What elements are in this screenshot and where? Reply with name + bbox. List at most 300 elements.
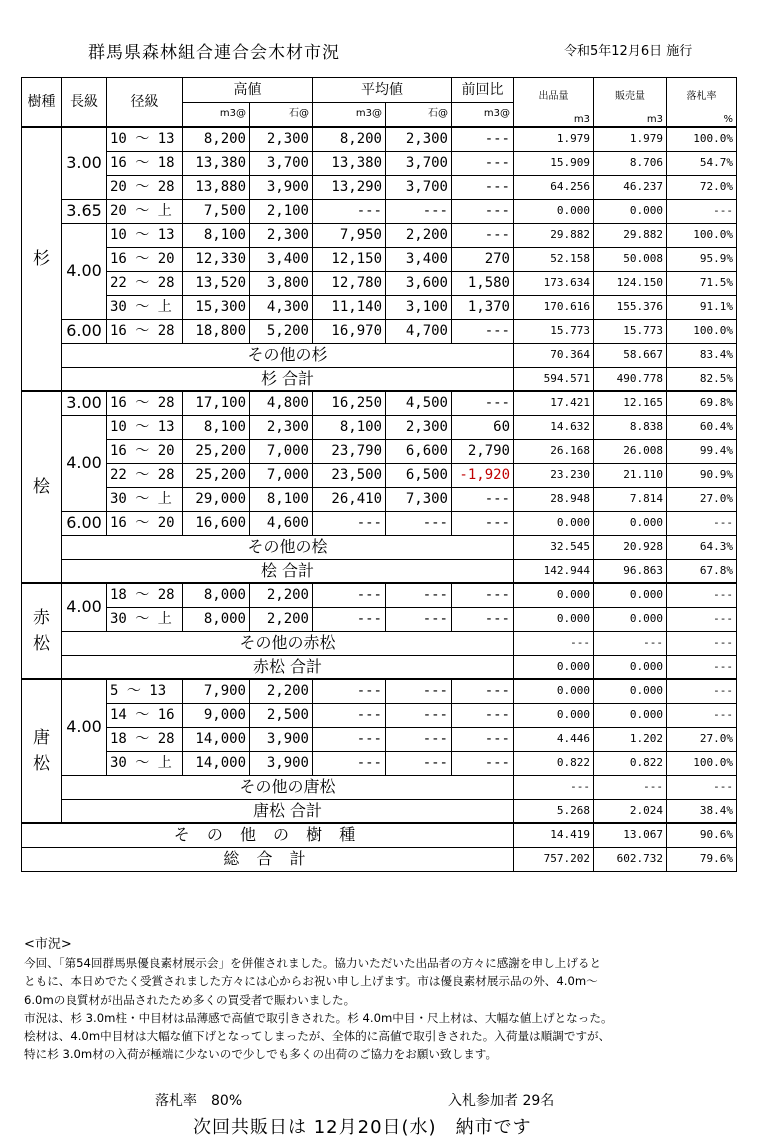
table-row [22,319,737,343]
sold-cell: 0.000 [594,511,667,535]
prev-diff-cell: --- [452,319,514,343]
diameter-cell: 30 ～ 上 [107,487,183,511]
high-m3-cell: 15,300 [183,295,250,319]
sold-cell: 46.237 [594,175,667,199]
comment-line: 6.0mの良質材が出品されたため多くの買受者で賑わいました。 [24,992,356,1007]
avg-m3-cell: 7,950 [313,223,386,247]
rate-cell: 100.0% [667,127,737,151]
diameter-cell: 18 ～ 28 [107,727,183,751]
length-cell: 3.00 [62,391,107,415]
prev-diff-cell: --- [452,751,514,775]
subtotal-row [22,799,737,823]
unit-prev-m3: m3@ [452,102,514,127]
avg-koku-cell: --- [386,511,452,535]
high-koku-cell: 3,700 [250,151,313,175]
high-koku-cell: 7,000 [250,439,313,463]
high-m3-cell: 13,520 [183,271,250,295]
avg-m3-cell: 13,380 [313,151,386,175]
sold-cell: 0.000 [594,199,667,223]
prev-diff-cell: --- [452,175,514,199]
table-row [22,415,737,439]
subtotal-row [22,655,737,679]
high-koku-cell: 2,300 [250,223,313,247]
diameter-cell: 10 ～ 13 [107,415,183,439]
high-koku-cell: 4,800 [250,391,313,415]
sold-cell: 15.773 [594,319,667,343]
sold-cell: 2.024 [594,799,667,823]
table-row [22,463,737,487]
avg-m3-cell: 16,970 [313,319,386,343]
length-cell: 4.00 [62,415,107,511]
diameter-cell: 10 ～ 13 [107,127,183,151]
diameter-cell: 16 ～ 20 [107,247,183,271]
subtotal-label: 桧 合計 [62,559,514,583]
diameter-cell: 22 ～ 28 [107,271,183,295]
unit-high-koku: 石@ [250,102,313,127]
comment-line: 今回、「第54回群馬県優良素材展示会」を併催されました。協力いただいた出品者の方々に感謝を申し上げると [24,956,602,970]
rate-cell: --- [667,511,737,535]
table-row [22,583,737,607]
prev-diff-cell: --- [452,511,514,535]
subtotal-label: 杉 合計 [62,367,514,391]
avg-koku-cell: --- [386,703,452,727]
shipped-cell: 15.773 [514,319,594,343]
bid-rate: 落札率 80% [155,1093,243,1109]
avg-koku-cell: --- [386,583,452,607]
diameter-cell: 16 ～ 18 [107,151,183,175]
other-label: その他の唐松 [62,775,514,799]
high-m3-cell: 16,600 [183,511,250,535]
avg-m3-cell: 8,100 [313,415,386,439]
shipped-cell: 0.000 [514,679,594,703]
avg-koku-cell: 2,300 [386,415,452,439]
sold-cell: 0.822 [594,751,667,775]
diameter-cell: 16 ～ 20 [107,511,183,535]
sold-cell: --- [594,631,667,655]
enforcement-date: 令和5年12月6日 施行 [564,44,693,59]
header-high: 高値 [183,78,313,103]
avg-m3-cell: --- [313,511,386,535]
prev-diff-cell: --- [452,703,514,727]
table-row [22,127,737,151]
subtotal-label: 唐松 合計 [62,799,514,823]
shipped-cell: 28.948 [514,487,594,511]
rate-cell: --- [667,583,737,607]
rate-cell: --- [667,679,737,703]
shipped-cell: 142.944 [514,559,594,583]
high-koku-cell: 2,200 [250,583,313,607]
diameter-cell: 5 ～ 13 [107,679,183,703]
table-row [22,607,737,631]
other-row [22,343,737,367]
sold-cell: 12.165 [594,391,667,415]
sold-cell: 29.882 [594,223,667,247]
high-koku-cell: 7,000 [250,463,313,487]
high-koku-cell: 2,300 [250,127,313,151]
unit-label: m3 [646,114,663,125]
avg-koku-cell: --- [386,199,452,223]
prev-diff-cell: --- [452,127,514,151]
avg-koku-cell: 6,500 [386,463,452,487]
header-length: 長級 [62,78,107,128]
shipped-cell: 0.000 [514,655,594,679]
high-koku-cell: 2,300 [250,415,313,439]
header-average: 平均値 [313,78,452,103]
comment-line: ともに、本日めでたく受賞されました方々には心からお祝い申し上げます。市は優良素材展示品の外、4.0m～ [24,974,598,989]
market-comment-heading: <市況> [24,937,72,952]
length-cell: 4.00 [62,679,107,775]
other-species-row [22,823,737,847]
shipped-cell: --- [514,631,594,655]
avg-m3-cell: --- [313,727,386,751]
sold-cell: 50.008 [594,247,667,271]
shipped-cell: 15.909 [514,151,594,175]
rate-cell: --- [667,703,737,727]
rate-cell: 79.6% [667,847,737,871]
high-m3-cell: 13,380 [183,151,250,175]
other-row [22,775,737,799]
prev-diff-cell: --- [452,727,514,751]
shipped-cell: 23.230 [514,463,594,487]
rate-cell: 64.3% [667,535,737,559]
high-koku-cell: 3,800 [250,271,313,295]
other-row [22,631,737,655]
sold-cell: 0.000 [594,607,667,631]
comment-line: 桧材は、4.0m中目材は大幅な値下げとなってしまったが、全体的に高値で取引きされた。入荷量は順調ですが、 [24,1029,611,1044]
high-koku-cell: 3,900 [250,751,313,775]
prev-diff-cell: --- [452,487,514,511]
bidder-count: 入札参加者 29名 [448,1093,555,1109]
diameter-cell: 10 ～ 13 [107,223,183,247]
rate-cell: 99.4% [667,439,737,463]
shipped-cell: 5.268 [514,799,594,823]
shipped-cell: 1.979 [514,127,594,151]
unit-avg-koku: 石@ [386,102,452,127]
high-m3-cell: 8,000 [183,583,250,607]
prev-diff-cell: 1,370 [452,295,514,319]
high-koku-cell: 3,900 [250,727,313,751]
avg-m3-cell: --- [313,199,386,223]
avg-m3-cell: --- [313,583,386,607]
avg-koku-cell: 3,700 [386,151,452,175]
unit-label: % [723,114,733,125]
avg-m3-cell: 12,150 [313,247,386,271]
avg-koku-cell: 4,500 [386,391,452,415]
length-cell: 4.00 [62,583,107,631]
high-koku-cell: 5,200 [250,319,313,343]
shipped-cell: 0.000 [514,583,594,607]
avg-m3-cell: --- [313,679,386,703]
high-m3-cell: 14,000 [183,751,250,775]
prev-diff-cell: 60 [452,415,514,439]
high-koku-cell: 4,300 [250,295,313,319]
high-m3-cell: 9,000 [183,703,250,727]
subtotal-row [22,559,737,583]
avg-koku-cell: 6,600 [386,439,452,463]
high-koku-cell: 2,200 [250,679,313,703]
diameter-cell: 18 ～ 28 [107,583,183,607]
rate-cell: --- [667,655,737,679]
prev-diff-cell: 270 [452,247,514,271]
other-label: その他の杉 [62,343,514,367]
high-koku-cell: 2,500 [250,703,313,727]
sold-cell: 58.667 [594,343,667,367]
high-m3-cell: 25,200 [183,439,250,463]
prev-diff-cell: --- [452,151,514,175]
other-label: その他の赤松 [62,631,514,655]
rate-cell: 71.5% [667,271,737,295]
diameter-cell: 30 ～ 上 [107,751,183,775]
table-row [22,223,737,247]
rate-cell: 60.4% [667,415,737,439]
table-row [22,511,737,535]
rate-cell: 83.4% [667,343,737,367]
species-label: 赤松 [22,583,62,679]
rate-cell: --- [667,199,737,223]
table-row [22,751,737,775]
sold-cell: 490.778 [594,367,667,391]
table-row [22,703,737,727]
high-m3-cell: 7,500 [183,199,250,223]
avg-koku-cell: 3,700 [386,175,452,199]
rate-cell: 100.0% [667,751,737,775]
rate-cell: 90.9% [667,463,737,487]
sold-cell: 0.000 [594,679,667,703]
prev-diff-cell: --- [452,583,514,607]
high-m3-cell: 7,900 [183,679,250,703]
shipped-cell: 32.545 [514,535,594,559]
next-sale-notice: 次回共販日は 12月20日(水) 納市です [193,1117,532,1138]
table-row [22,487,737,511]
sold-cell: 20.928 [594,535,667,559]
header-rate: 落札率 % [667,78,737,128]
shipped-cell: 0.822 [514,751,594,775]
avg-koku-cell: 7,300 [386,487,452,511]
sold-cell: 602.732 [594,847,667,871]
header-prev: 前回比 [452,78,514,103]
unit-high-m3: m3@ [183,102,250,127]
unit-avg-m3: m3@ [313,102,386,127]
rate-cell: 27.0% [667,487,737,511]
rate-cell: 91.1% [667,295,737,319]
sold-cell: 1.979 [594,127,667,151]
high-m3-cell: 29,000 [183,487,250,511]
comment-line: 特に杉 3.0m材の入荷が極端に少ないので少しでも多くの出荷のご協力をお願い致します。 [24,1047,498,1062]
avg-koku-cell: 4,700 [386,319,452,343]
sold-cell: 124.150 [594,271,667,295]
subtotal-label: 赤松 合計 [62,655,514,679]
comment-line: 市況は、杉 3.0m柱・中目材は品薄感で高値で取引きされた。杉 4.0m中目・尺上材は、大幅な値上げとなった。 [24,1010,613,1025]
table-row [22,727,737,751]
avg-m3-cell: --- [313,751,386,775]
rate-cell: 67.8% [667,559,737,583]
avg-m3-cell: 13,290 [313,175,386,199]
rate-cell: 72.0% [667,175,737,199]
length-cell: 3.00 [62,127,107,199]
sold-cell: 21.110 [594,463,667,487]
avg-koku-cell: --- [386,751,452,775]
sold-cell: 0.000 [594,655,667,679]
shipped-cell: 64.256 [514,175,594,199]
length-cell: 3.65 [62,199,107,223]
high-m3-cell: 17,100 [183,391,250,415]
market-comment [24,954,736,1064]
shipped-cell: 170.616 [514,295,594,319]
sold-cell: 96.863 [594,559,667,583]
high-m3-cell: 8,200 [183,127,250,151]
shipped-cell: --- [514,775,594,799]
table-row [22,199,737,223]
sold-cell: 1.202 [594,727,667,751]
subtotal-row [22,367,737,391]
high-m3-cell: 8,100 [183,223,250,247]
high-koku-cell: 3,900 [250,175,313,199]
shipped-cell: 0.000 [514,199,594,223]
avg-koku-cell: --- [386,727,452,751]
shipped-cell: 26.168 [514,439,594,463]
page-title: 群馬県森林組合連合会木材市況 [88,43,340,63]
diameter-cell: 22 ～ 28 [107,463,183,487]
rate-cell: 54.7% [667,151,737,175]
high-koku-cell: 3,400 [250,247,313,271]
shipped-cell: 52.158 [514,247,594,271]
other-label: その他の桧 [62,535,514,559]
species-label: 桧 [22,391,62,583]
shipped-cell: 29.882 [514,223,594,247]
prev-diff-cell: 1,580 [452,271,514,295]
avg-m3-cell: 23,500 [313,463,386,487]
avg-m3-cell: 23,790 [313,439,386,463]
shipped-cell: 0.000 [514,703,594,727]
header-sold: 販売量 m3 [594,78,667,128]
high-m3-cell: 12,330 [183,247,250,271]
sold-cell: 0.000 [594,703,667,727]
unit-label: m3 [573,114,590,125]
high-m3-cell: 18,800 [183,319,250,343]
shipped-cell: 173.634 [514,271,594,295]
shipped-cell: 594.571 [514,367,594,391]
prev-diff-cell: 2,790 [452,439,514,463]
high-m3-cell: 8,100 [183,415,250,439]
table-row [22,151,737,175]
table-row [22,295,737,319]
shipped-cell: 14.419 [514,823,594,847]
prev-diff-cell: --- [452,607,514,631]
avg-m3-cell: 11,140 [313,295,386,319]
high-m3-cell: 13,880 [183,175,250,199]
diameter-cell: 16 ～ 28 [107,391,183,415]
market-price-table [21,77,737,872]
high-m3-cell: 25,200 [183,463,250,487]
diameter-cell: 20 ～ 上 [107,199,183,223]
header-species: 樹種 [22,78,62,128]
diameter-cell: 14 ～ 16 [107,703,183,727]
table-row [22,391,737,415]
avg-koku-cell: 3,600 [386,271,452,295]
avg-koku-cell: --- [386,607,452,631]
avg-m3-cell: 8,200 [313,127,386,151]
avg-koku-cell: 3,100 [386,295,452,319]
other-row [22,535,737,559]
sold-cell: 155.376 [594,295,667,319]
species-label: 杉 [22,127,62,391]
rate-cell: 100.0% [667,319,737,343]
sold-cell: --- [594,775,667,799]
rate-cell: 95.9% [667,247,737,271]
table-row [22,439,737,463]
rate-cell: 38.4% [667,799,737,823]
sold-cell: 8.706 [594,151,667,175]
diameter-cell: 30 ～ 上 [107,295,183,319]
diameter-cell: 16 ～ 28 [107,319,183,343]
shipped-cell: 70.364 [514,343,594,367]
shipped-cell: 4.446 [514,727,594,751]
rate-cell: 90.6% [667,823,737,847]
species-label: 唐松 [22,679,62,823]
avg-m3-cell: 26,410 [313,487,386,511]
avg-m3-cell: 16,250 [313,391,386,415]
grand_total-label: 総 合 計 [22,847,514,871]
prev-diff-cell: --- [452,199,514,223]
shipped-cell: 17.421 [514,391,594,415]
high-koku-cell: 2,200 [250,607,313,631]
rate-cell: 69.8% [667,391,737,415]
table-row [22,271,737,295]
high-koku-cell: 4,600 [250,511,313,535]
table-row [22,679,737,703]
rate-cell: 27.0% [667,727,737,751]
prev-diff-cell: --- [452,391,514,415]
length-cell: 4.00 [62,223,107,319]
shipped-cell: 0.000 [514,511,594,535]
rate-cell: --- [667,775,737,799]
table-row [22,175,737,199]
avg-m3-cell: --- [313,703,386,727]
shipped-cell: 0.000 [514,607,594,631]
table-row [22,247,737,271]
rate-cell: 82.5% [667,367,737,391]
shipped-cell: 14.632 [514,415,594,439]
avg-koku-cell: 2,200 [386,223,452,247]
sold-cell: 13.067 [594,823,667,847]
rate-cell: --- [667,607,737,631]
high-m3-cell: 14,000 [183,727,250,751]
header-diameter: 径級 [107,78,183,128]
header-shipped: 出品量 m3 [514,78,594,128]
high-koku-cell: 2,100 [250,199,313,223]
avg-m3-cell: --- [313,607,386,631]
length-cell: 6.00 [62,319,107,343]
sold-cell: 0.000 [594,583,667,607]
rate-cell: --- [667,631,737,655]
other_species-label: そ の 他 の 樹 種 [22,823,514,847]
diameter-cell: 30 ～ 上 [107,607,183,631]
prev-diff-cell: -1,920 [452,463,514,487]
avg-koku-cell: 2,300 [386,127,452,151]
shipped-cell: 757.202 [514,847,594,871]
diameter-cell: 16 ～ 20 [107,439,183,463]
avg-m3-cell: 12,780 [313,271,386,295]
prev-diff-cell: --- [452,679,514,703]
grand-total-row [22,847,737,871]
high-koku-cell: 8,100 [250,487,313,511]
sold-cell: 7.814 [594,487,667,511]
diameter-cell: 20 ～ 28 [107,175,183,199]
avg-koku-cell: 3,400 [386,247,452,271]
rate-cell: 100.0% [667,223,737,247]
high-m3-cell: 8,000 [183,607,250,631]
length-cell: 6.00 [62,511,107,535]
